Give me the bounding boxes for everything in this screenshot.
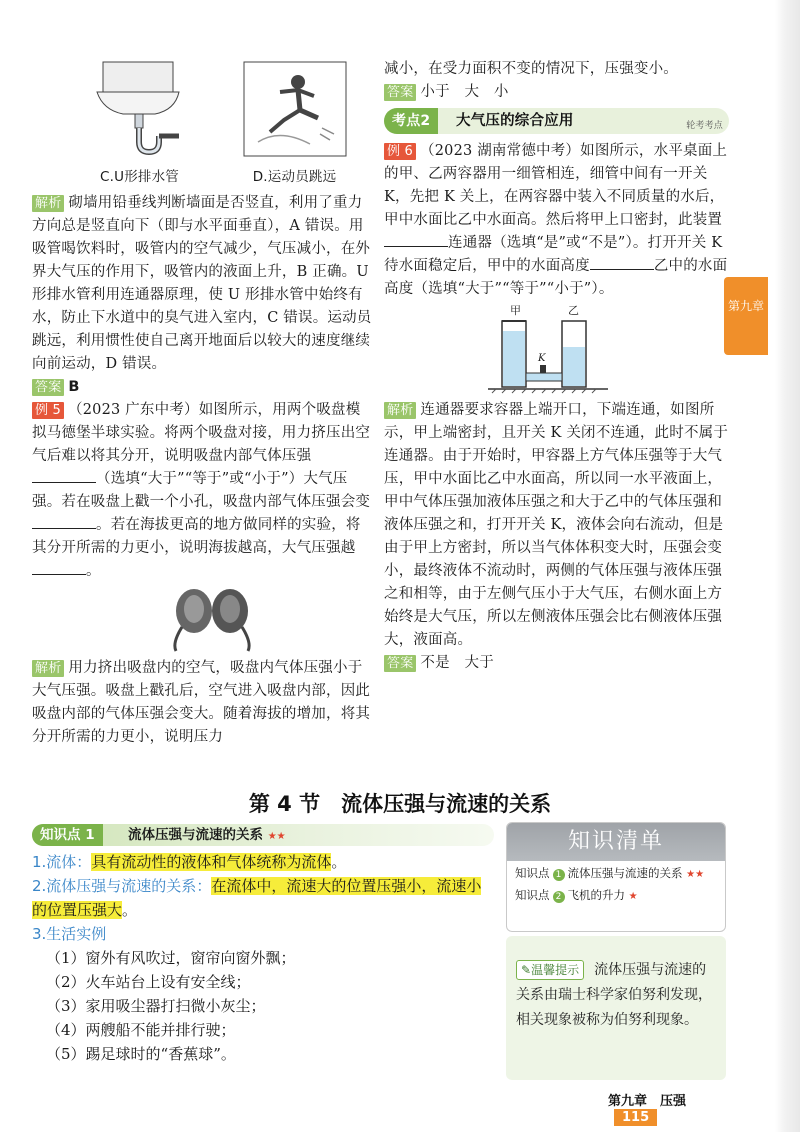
page-edge-shadow bbox=[775, 0, 800, 1132]
knowledge-list-card bbox=[506, 822, 726, 932]
label-jia: 甲 bbox=[510, 304, 522, 317]
knowledge-point-title-text: 流体压强与流速的关系 bbox=[128, 827, 263, 843]
blank-2[interactable] bbox=[32, 515, 96, 529]
chapter-side-tab: 第九章 bbox=[724, 277, 768, 355]
example6-q3: 乙中的水面高度（选填“大于”“等于”“小于”）。 bbox=[384, 258, 728, 297]
knowledge-content bbox=[32, 850, 494, 1066]
answer-tag-3: 答案 bbox=[384, 655, 416, 672]
footer-chapter: 第九章 压强 bbox=[608, 1094, 687, 1109]
row-text: 流体压强与流速的关系 bbox=[567, 866, 683, 880]
example6-tag: 例 6 bbox=[384, 143, 416, 160]
analysis-tag-3: 解析 bbox=[384, 402, 416, 419]
example5-analysis-text: 用力挤出吸盘内的空气，吸盘内气体压强小于大气压强。吸盘上戳孔后，空气进入吸盘内部，因此吸盘内部的气体压强会变大。随着海拔的增加，将其分开所需的力更小，说明压力 bbox=[32, 660, 371, 745]
importance-stars: ★★ bbox=[267, 831, 286, 842]
connected-vessels-illustration bbox=[488, 303, 618, 399]
example6-analysis bbox=[384, 399, 729, 652]
example5-tag: 例 5 bbox=[32, 402, 64, 419]
example5-q3: 。若在海拔更高的地方做同样的实验，将其分开所需的力更小，说明海拔越高，大气压强越 bbox=[32, 517, 361, 556]
example6-q2: 连通器（选填“是”或“不是”）。打开开关 K 待水面稳定后，甲中的水面高度 bbox=[384, 235, 723, 274]
tip-box bbox=[506, 936, 726, 1080]
example4-analysis-text: 砌墙用铅垂线判断墙面是否竖直，利用了重力方向总是竖直向下（即与水平面垂直），A 错误。用吸管喝饮料时，吸管内的空气减少，气压减小，在外界大气压的作用下，吸管内的液面上升，B 正确。U 形排水管利用连通器原理，使 U 形排水管中始终有水，防止下水道中的臭气进入室内，C 错误。运动员跳远，利用惯性使自己离开地面后以较大的速度继续向前运动，D 错误。 bbox=[32, 195, 372, 372]
point-pressure-speed-end: 。 bbox=[122, 901, 138, 919]
suction-cup-figure bbox=[32, 583, 372, 657]
example6-question bbox=[384, 140, 729, 301]
number-badge: 1 bbox=[553, 869, 565, 881]
point-pressure-speed-head: 2.流体压强与流速的关系： bbox=[32, 877, 212, 895]
left-column bbox=[32, 58, 372, 749]
example-item: （1）窗外有风吹过，窗帘向窗外飘； bbox=[46, 949, 296, 967]
blank-1[interactable] bbox=[32, 469, 96, 483]
knowledge-list-row bbox=[507, 861, 725, 883]
lightbulb-icon: ✎ bbox=[521, 963, 532, 977]
exam-point-side-note: 轮考考点 bbox=[686, 121, 723, 131]
answer-tag: 答案 bbox=[32, 379, 64, 396]
image-u-drain bbox=[80, 58, 200, 188]
example5-answer bbox=[384, 81, 729, 104]
point-pressure-speed-body: 在流体中，流速大的位置压强小，流速小的位置压强大 bbox=[32, 877, 482, 919]
example5-q4: 。 bbox=[86, 563, 101, 579]
image-long-jump bbox=[235, 58, 355, 188]
connected-vessels-figure bbox=[384, 301, 729, 399]
example-item: （3）家用吸尘器打扫微小灰尘； bbox=[46, 997, 266, 1015]
point-pressure-speed bbox=[32, 874, 494, 922]
label-k: K bbox=[538, 353, 546, 364]
row-stars: ★ bbox=[628, 891, 638, 902]
knowledge-list-title: 知识清单 bbox=[507, 823, 725, 861]
tip-label-text: 温馨提示 bbox=[531, 963, 580, 977]
point-fluid bbox=[32, 850, 494, 874]
knowledge-point-title bbox=[128, 824, 286, 848]
example5-analysis-cont: 减小，在受力面积不变的情况下，压强变小。 bbox=[384, 61, 678, 77]
example5-q1: （2023 广东中考）如图所示，用两个吸盘模拟马德堡半球实验。将两个吸盘对接，用力挤压出空气后难以将其分开，说明吸盘内部气体压强 bbox=[32, 402, 371, 464]
point-fluid-head: 1.流体： bbox=[32, 853, 92, 871]
example6-q1: （2023 湖南常德中考）如图所示，水平桌面上的甲、乙两容器用一细管相连，细管中间有一开关 K，先把 K 关上，在两容器中装入不同质量的水后，甲中水面比乙中水面高。然后将甲上口密封，此装置 bbox=[384, 143, 728, 228]
section-title: 第 4 节 流体压强与流速的关系 bbox=[248, 792, 552, 816]
example6-analysis-text: 连通器要求容器上端开口，下端连通，如图所示，甲上端密封，且开关 K 关闭不连通，此时不属于连通器。由于开始时，甲容器上方气体压强等于大气压，甲中水面比乙中水面高，所以同一水平液面上，甲中气体压强加液体压强之和大于乙中的气体压强和液体压强之和，打开开关 K，液体会向右流动，但是由于甲上方密封，所以当气体体积变大时，压强会变小，最终液体不流动时，两侧的气体压强与液体压强之和相等，由于左侧气压小于大气压，右侧水面上方始终是大气压，所以左侧液体压强会比右侧液体压强大，液面高。 bbox=[384, 402, 729, 648]
example4-answer-value: B bbox=[68, 379, 80, 395]
option-images bbox=[62, 58, 372, 188]
point-fluid-end: 。 bbox=[331, 853, 347, 871]
exam-point-title: 大气压的综合应用 bbox=[456, 113, 574, 129]
number-badge: 2 bbox=[553, 891, 565, 903]
example5-analysis bbox=[32, 657, 372, 749]
point-fluid-body: 具有流动性的液体和气体统称为流体 bbox=[91, 853, 332, 871]
blank-5[interactable] bbox=[590, 256, 654, 270]
suction-cups-illustration bbox=[152, 583, 272, 653]
row-stars: ★★ bbox=[686, 869, 705, 880]
label-yi: 乙 bbox=[568, 304, 580, 317]
example5-q2: （选填“大于”“等于”或“小于”）大气压强。若在吸盘上戳一个小孔，吸盘内部气体压强会变 bbox=[32, 471, 371, 510]
tip-text: 流体压强与流速的关系由瑞士科学家伯努利发现，相关现象被称为伯努利现象。 bbox=[516, 962, 712, 1028]
blank-4[interactable] bbox=[384, 233, 448, 247]
long-jump-illustration bbox=[240, 58, 350, 158]
answer-tag-2: 答案 bbox=[384, 84, 416, 101]
point-examples-head: 3.生活实例 bbox=[32, 925, 107, 943]
knowledge-point-bar bbox=[32, 824, 494, 846]
analysis-tag-2: 解析 bbox=[32, 660, 64, 677]
example5-question bbox=[32, 399, 372, 583]
page-footer bbox=[608, 1090, 728, 1126]
caption-d: D.运动员跳远 bbox=[252, 169, 337, 185]
exam-point-bar bbox=[384, 108, 729, 134]
example6-answer bbox=[384, 652, 729, 675]
tip-label bbox=[516, 960, 584, 980]
example-item: （5）踢足球时的“香蕉球”。 bbox=[46, 1045, 236, 1063]
example-item: （2）火车站台上设有安全线； bbox=[46, 973, 251, 991]
caption-c: C.U形排水管 bbox=[100, 169, 179, 185]
row-label: 知识点 bbox=[515, 866, 550, 880]
page-number: 115 bbox=[614, 1109, 657, 1126]
example-item: （4）两艘船不能并排行驶； bbox=[46, 1021, 236, 1039]
blank-3[interactable] bbox=[32, 561, 86, 575]
row-label: 知识点 bbox=[515, 888, 550, 902]
u-drain-illustration bbox=[85, 58, 195, 158]
exam-point-label: 考点2 bbox=[384, 108, 438, 134]
analysis-tag: 解析 bbox=[32, 195, 64, 212]
right-column bbox=[384, 58, 729, 675]
example4-analysis bbox=[32, 192, 372, 376]
knowledge-point-label: 知识点 1 bbox=[32, 824, 103, 846]
example4-answer bbox=[32, 376, 372, 399]
knowledge-list-row bbox=[507, 883, 725, 905]
example6-answer-value: 不是 大于 bbox=[420, 655, 494, 671]
row-text: 飞机的升力 bbox=[567, 888, 625, 902]
example5-answer-value: 小于 大 小 bbox=[420, 84, 509, 100]
